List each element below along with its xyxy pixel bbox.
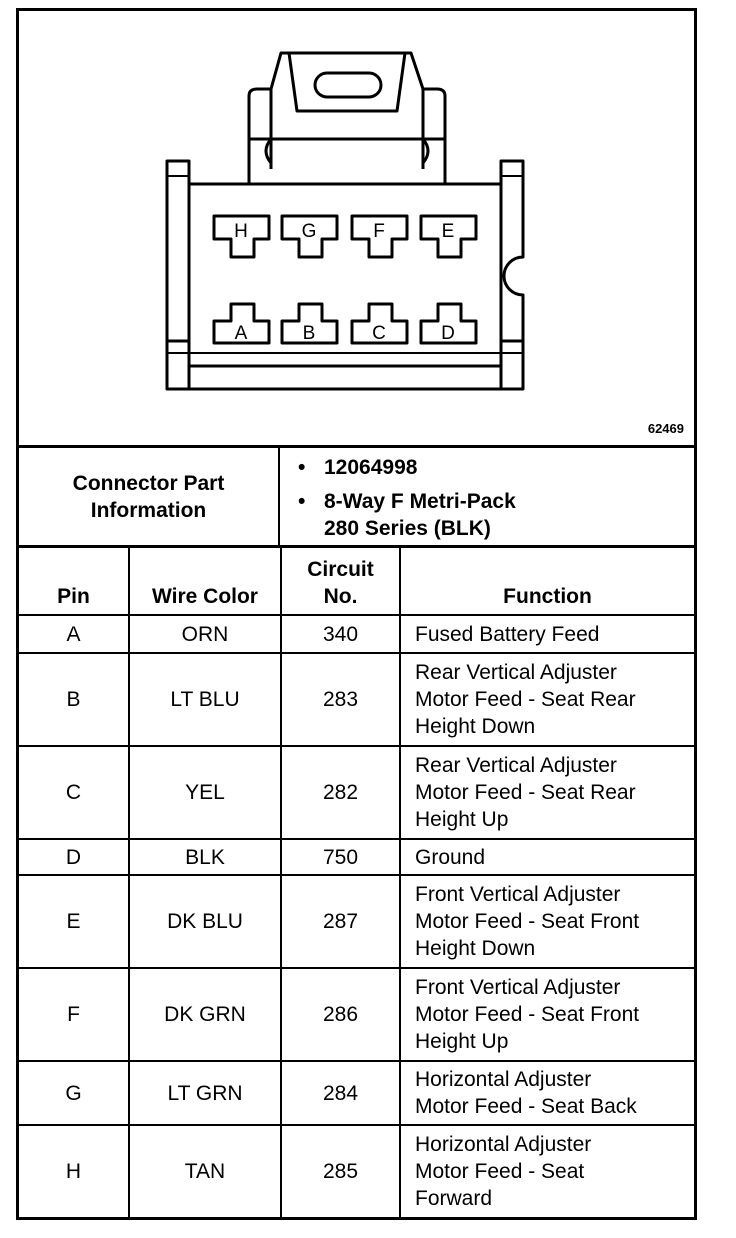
pin-label-f: F	[373, 221, 385, 242]
pin-label-d: D	[441, 323, 455, 344]
wire-color-cell: YEL	[129, 746, 281, 839]
pin-label-e: E	[441, 221, 455, 242]
table-row	[19, 875, 694, 968]
wire-color-cell: DK GRN	[129, 968, 281, 1061]
circuit-cell: 287	[281, 875, 400, 968]
circuit-cell: 285	[281, 1125, 400, 1217]
table-row	[19, 968, 694, 1061]
part-info-bullets	[280, 448, 694, 545]
circuit-cell: 750	[281, 839, 400, 875]
pin-label-a: A	[234, 323, 248, 344]
pin-cell: H	[19, 1125, 129, 1217]
function-cell: Front Vertical Adjuster Motor Feed - Seat Front Height Down	[400, 875, 694, 968]
wire-color-cell: BLK	[129, 839, 281, 875]
header-function: Function	[400, 548, 694, 615]
wire-color-cell: LT BLU	[129, 653, 281, 746]
table-row	[19, 746, 694, 839]
function-cell: Rear Vertical Adjuster Motor Feed - Seat Rear Height Up	[400, 746, 694, 839]
pin-cell: G	[19, 1061, 129, 1125]
circuit-cell: 283	[281, 653, 400, 746]
table-row	[19, 653, 694, 746]
connector-part-info	[19, 448, 694, 548]
function-cell: Horizontal Adjuster Motor Feed - Seat Forward	[400, 1125, 694, 1217]
function-cell: Fused Battery Feed	[400, 615, 694, 653]
pin-cell: E	[19, 875, 129, 968]
table-row	[19, 839, 694, 875]
part-info-label-text: Connector Part Information	[72, 471, 225, 522]
circuit-cell: 284	[281, 1061, 400, 1125]
header-wire-color: Wire Color	[129, 548, 281, 615]
header-circuit: Circuit No.	[281, 548, 400, 615]
function-cell: Front Vertical Adjuster Motor Feed - Seat Front Height Up	[400, 968, 694, 1061]
wire-color-cell: TAN	[129, 1125, 281, 1217]
connector-face-drawing	[19, 11, 694, 445]
function-cell: Rear Vertical Adjuster Motor Feed - Seat Rear Height Down	[400, 653, 694, 746]
wire-color-cell: LT GRN	[129, 1061, 281, 1125]
pin-label-c: C	[372, 323, 386, 344]
circuit-cell: 286	[281, 968, 400, 1061]
table-row	[19, 1061, 694, 1125]
wire-color-cell: DK BLU	[129, 875, 281, 968]
pin-cell: A	[19, 615, 129, 653]
header-pin: Pin	[19, 548, 129, 615]
connector-frame	[16, 8, 697, 1220]
wire-color-cell: ORN	[129, 615, 281, 653]
figure-id: 62469	[647, 421, 684, 436]
part-number: • 12064998	[324, 454, 694, 481]
pinout-table	[19, 548, 694, 1217]
function-cell: Horizontal Adjuster Motor Feed - Seat Back	[400, 1061, 694, 1125]
connector-description: • 8-Way F Metri-Pack 280 Series (BLK)	[324, 488, 694, 542]
table-row	[19, 1125, 694, 1217]
connector-diagram-area	[19, 11, 694, 448]
pin-label-h: H	[234, 221, 248, 242]
pin-cell: F	[19, 968, 129, 1061]
function-cell: Ground	[400, 839, 694, 875]
top-pin-cavities	[214, 216, 476, 257]
bottom-pin-cavities	[214, 304, 476, 343]
circuit-cell: 282	[281, 746, 400, 839]
pin-cell: D	[19, 839, 129, 875]
pin-cell: C	[19, 746, 129, 839]
part-info-label	[19, 448, 280, 545]
pin-label-b: B	[302, 323, 316, 344]
table-header-row	[19, 548, 694, 615]
pin-cell: B	[19, 653, 129, 746]
table-row	[19, 615, 694, 653]
circuit-cell: 340	[281, 615, 400, 653]
pin-label-g: G	[301, 221, 317, 242]
